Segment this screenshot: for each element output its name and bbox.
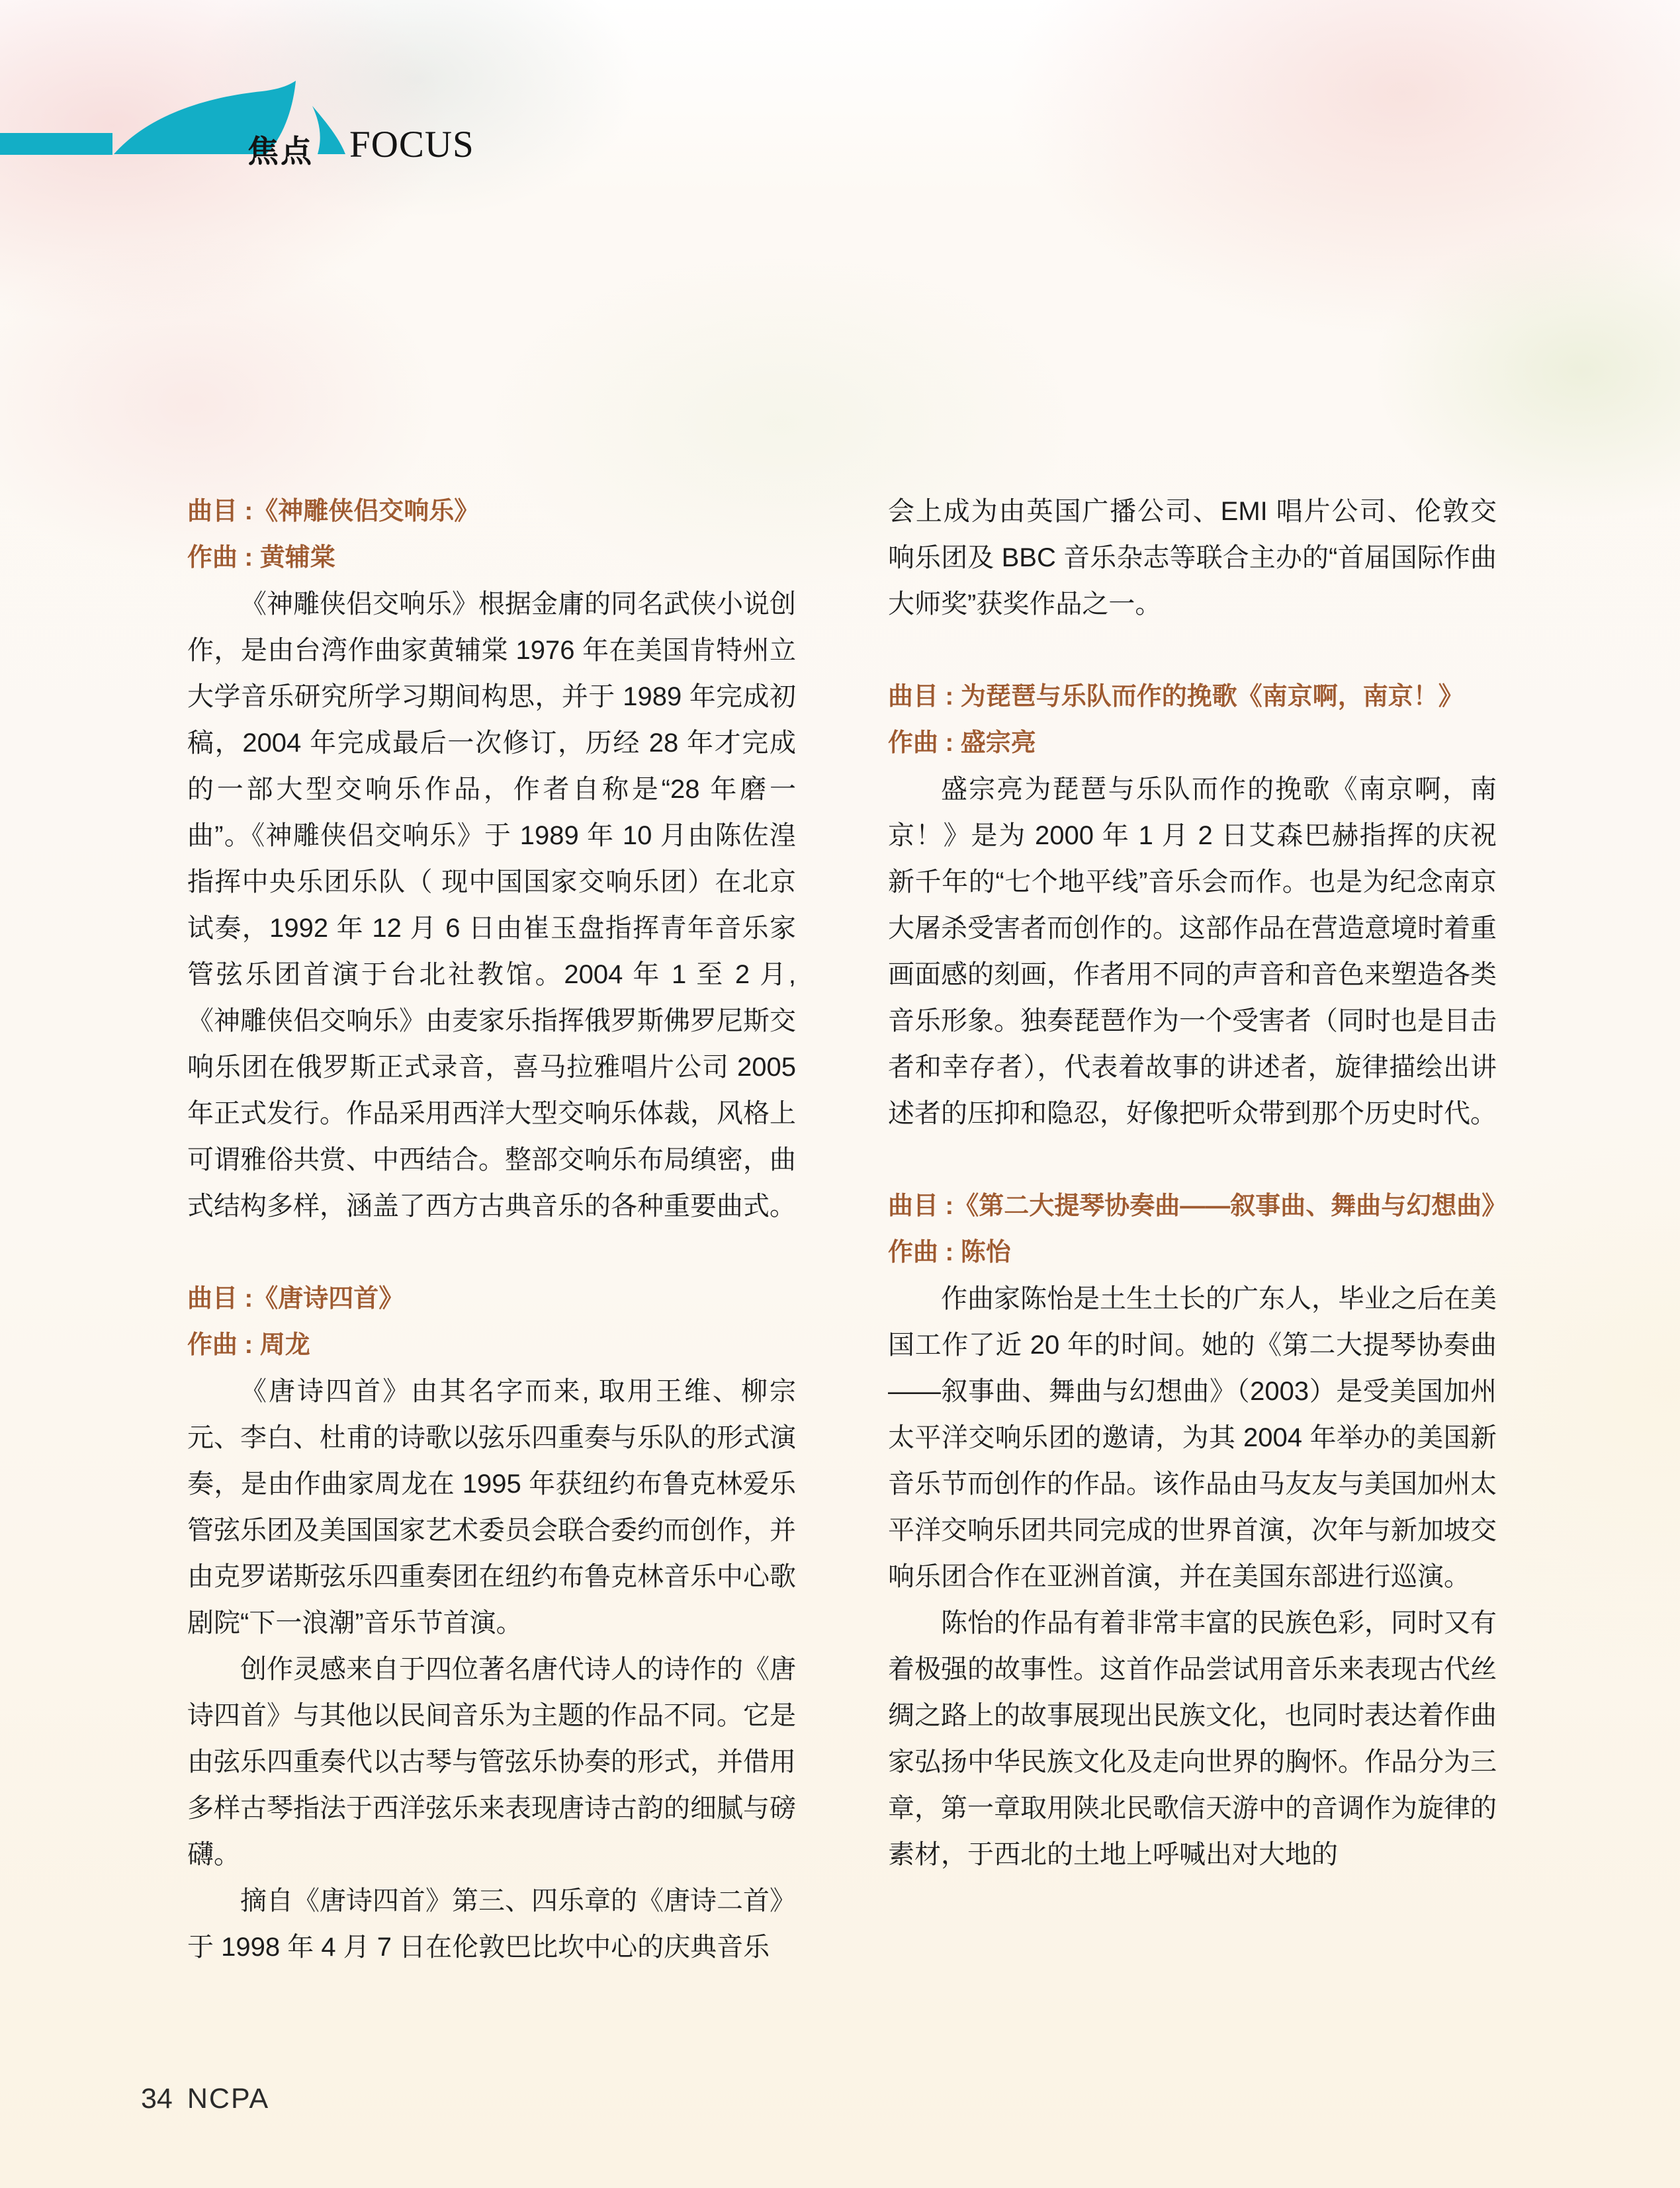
- paragraph: 盛宗亮为琵琶与乐队而作的挽歌《南京啊，南京！》是为 2000 年 1 月 2 日艾森巴赫指挥的庆祝新千年的“七个地平线”音乐会而作。也是为纪念南京大屠杀受害者而创作的。这部作品在营造意境时着重画面感的刻画，作者用不同的声音和音色来塑造各类音乐形象。独奏琵琶作为一个受害者（同时也是目击者和幸存者），代表着故事的讲述者，旋律描绘出讲述者的压抑和隐忍，好像把听众带到那个历史时代。: [888, 775, 1497, 1128]
- piece-title: 曲目 :《神雕侠侣交响乐》: [187, 498, 480, 525]
- section-gap: [187, 1229, 796, 1276]
- right-column: [888, 488, 1507, 1878]
- swoosh-wedge-icon: [310, 106, 351, 159]
- paragraph: 作曲家陈怡是土生土长的广东人，毕业之后在美国工作了近 20 年的时间。她的《第二大提琴协奏曲——叙事曲、舞曲与幻想曲》（2003）是受美国加州太平洋交响乐团的邀请，为其 2004 年举办的美国新音乐节而创作的作品。该作品由马友友与美国加州太平洋交响乐团共同完成的世界首演，次年与新加坡交响乐团合作在亚洲首演，并在美国东部进行巡演。: [888, 1284, 1497, 1591]
- section-gap: [888, 627, 1497, 674]
- paragraph-continuation: 会上成为由英国广播公司、EMI 唱片公司、伦敦交响乐团及 BBC 音乐杂志等联合主办的“首届国际作曲大师奖”获奖作品之一。: [888, 497, 1497, 619]
- left-column: [187, 488, 796, 1970]
- section-gap: [888, 1137, 1497, 1183]
- composer-line: 作曲 : 盛宗亮: [888, 729, 1036, 757]
- piece-title: 曲目 :《唐诗四首》: [187, 1285, 404, 1313]
- paragraph: 《唐诗四首》由其名字而来, 取用王维、柳宗元、李白、杜甫的诗歌以弦乐四重奏与乐队的形式演奏，是由作曲家周龙在 1995 年获纽约布鲁克林爱乐管弦乐团及美国国家艺术委员会联合委约而创作，并由克罗诺斯弦乐四重奏团在纽约布鲁克林音乐中心歌剧院“下一浪潮”音乐节首演。: [187, 1377, 796, 1638]
- paragraph: 创作灵感来自于四位著名唐代诗人的诗作的《唐诗四首》与其他以民间音乐为主题的作品不同。它是由弦乐四重奏代以古琴与管弦乐协奏的形式，并借用多样古琴指法于西洋弦乐来表现唐诗古韵的细腻与磅礴。: [187, 1655, 796, 1869]
- piece-title: 曲目 : 为琵琶与乐队而作的挽歌《南京啊，南京！》: [888, 683, 1464, 711]
- page-number: 34: [141, 2083, 173, 2115]
- section-tab-en: FOCUS: [349, 124, 474, 165]
- piece-title: 曲目 :《第二大提琴协奏曲——叙事曲、舞曲与幻想曲》: [888, 1192, 1507, 1220]
- page-footer: [141, 2083, 269, 2115]
- brand-label: NCPA: [187, 2083, 270, 2115]
- header-accent-bar: [0, 133, 112, 155]
- paragraph: 陈怡的作品有着非常丰富的民族色彩，同时又有着极强的故事性。这首作品尝试用音乐来表现古代丝绸之路上的故事展现出民族文化，也同时表达着作曲家弘扬中华民族文化及走向世界的胸怀。作品分为三章，第一章取用陕北民歌信天游中的音调作为旋律的素材，于西北的土地上呼喊出对大地的: [888, 1608, 1497, 1869]
- paragraph: 《神雕侠侣交响乐》根据金庸的同名武侠小说创作，是由台湾作曲家黄辅棠 1976 年在美国肯特州立大学音乐研究所学习期间构思，并于 1989 年完成初稿，2004 年完成最后一次修订，历经 28 年才完成的一部大型交响乐作品，作者自称是“28 年磨一曲”。《神雕侠侣交响乐》于 1989 年 10 月由陈佐湟指挥中央乐团乐队（ 现中国国家交响乐团）在北京试奏，1992 年 12 月 6 日由崔玉盘指挥青年音乐家管弦乐团首演于台北社教馆。2004 年 1 至 2 月,《神雕侠侣交响乐》由麦家乐指挥俄罗斯佛罗尼斯交响乐团在俄罗斯正式录音，喜马拉雅唱片公司 2005 年正式发行。作品采用西洋大型交响乐体裁，风格上可谓雅俗共赏、中西结合。整部交响乐布局缜密，曲式结构多样，涵盖了西方古典音乐的各种重要曲式。: [187, 590, 796, 1221]
- composer-line: 作曲 : 黄辅棠: [187, 544, 335, 572]
- composer-line: 作曲 : 陈怡: [888, 1239, 1011, 1266]
- paragraph: 摘自《唐诗四首》第三、四乐章的《唐诗二首》于 1998 年 4 月 7 日在伦敦巴比坎中心的庆典音乐: [187, 1886, 796, 1962]
- section-tab-cn: 焦点: [247, 134, 314, 169]
- composer-line: 作曲 : 周龙: [187, 1331, 310, 1359]
